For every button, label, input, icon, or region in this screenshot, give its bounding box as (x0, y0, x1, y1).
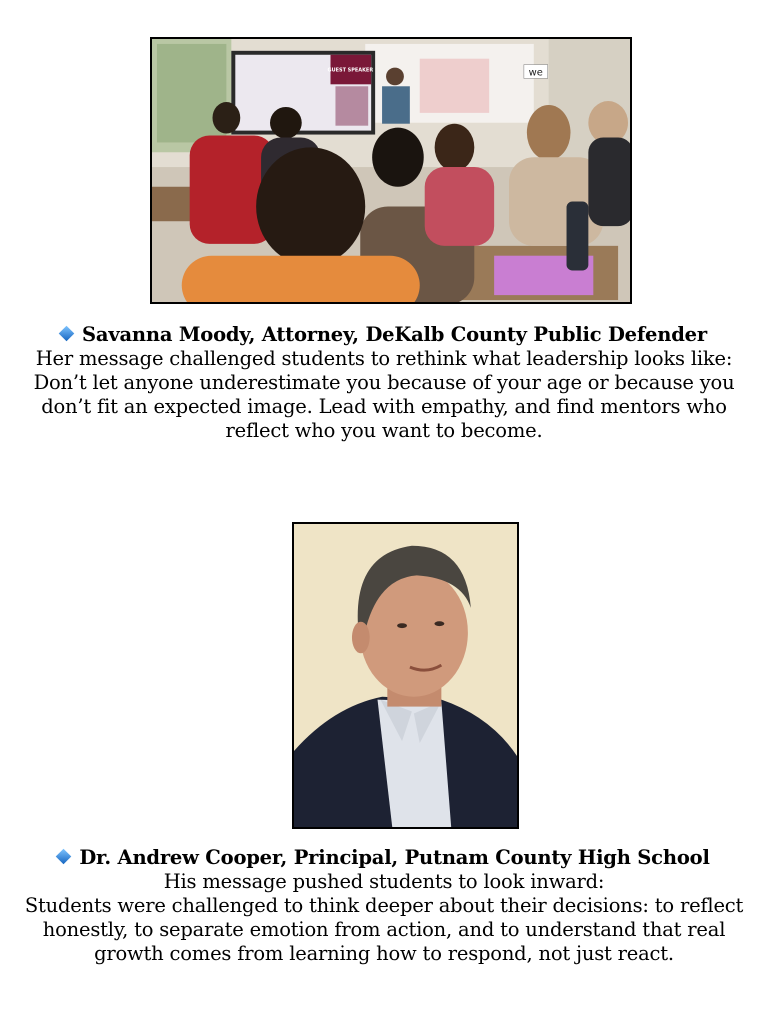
speaker1-line-4: reflect who you want to become. (225, 419, 543, 442)
classroom-photo (150, 37, 632, 304)
speaker1-line-3: don’t fit an expected image. Lead with empathy, and find mentors who (41, 395, 727, 418)
blue-diamond-icon (56, 849, 72, 865)
classroom-illustration (152, 39, 630, 302)
portrait-illustration (294, 524, 517, 827)
speaker2-line-2: Students were challenged to think deeper about their decisions: to reflect (24, 894, 744, 917)
speaker2-title-line (0, 846, 768, 870)
speaker1-line-1: Her message challenged students to rethink what leadership looks like: (35, 347, 733, 370)
speaker1-title-line (0, 323, 768, 347)
speaker2-caption (0, 846, 768, 966)
speaker2-title: Dr. Andrew Cooper, Principal, Putnam County High School (79, 846, 710, 869)
screen-badge: GUEST SPEAKER (327, 67, 374, 74)
speaker2-line-1: His message pushed students to look inward: (163, 870, 605, 893)
speaker2-line-4: growth comes from learning how to respond, not just react. (94, 942, 674, 965)
blue-diamond-icon (59, 326, 75, 342)
speaker1-caption (0, 323, 768, 443)
speaker1-line-2: Don’t let anyone underestimate you because of your age or because you (33, 371, 735, 394)
speaker2-line-3: honestly, to separate emotion from action, and to understand that real (42, 918, 726, 941)
portrait-photo (292, 522, 519, 829)
speaker1-title: Savanna Moody, Attorney, DeKalb County Public Defender (82, 323, 707, 346)
poster-we: we (528, 67, 543, 79)
